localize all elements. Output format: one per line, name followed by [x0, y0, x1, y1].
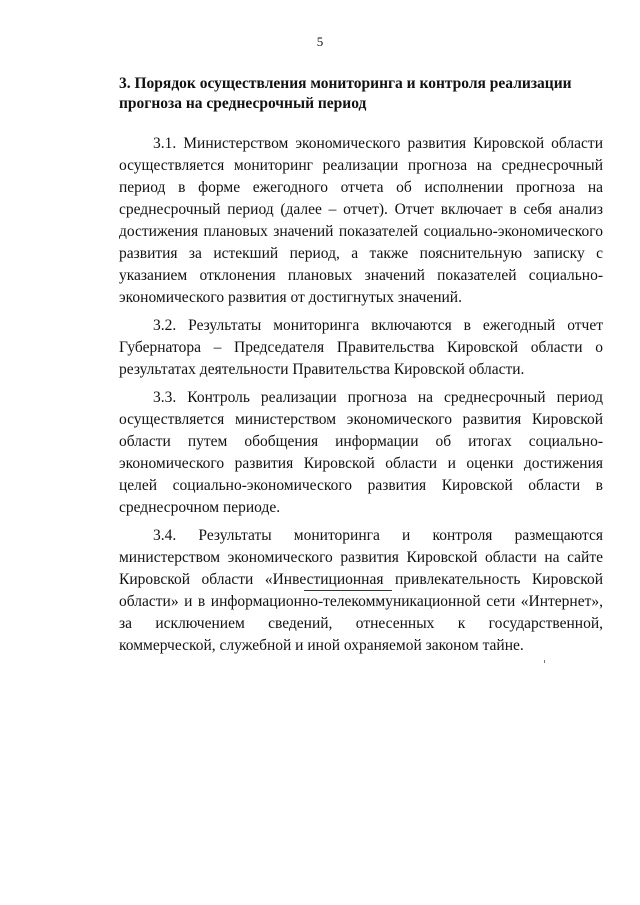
paragraph-3-3-text: 3.3. Контроль реализации прогноза на среднесрочный период осуществляется министерством экономического развития Кировской области путем обобщения информации об итогах социально-экономического развития Кировской области и оценки достижения целей социально-экономического развития Кировской области в среднесрочном периоде.	[119, 389, 603, 516]
scan-artifact-mark	[544, 660, 545, 663]
page-number: 5	[316, 34, 324, 49]
paragraph-3-4-text: 3.4. Результаты мониторинга и контроля размещаются министерством экономического развития Кировской области на сайте Кировской области «Инвестиционная привлекательность Кировской области» и в информационно-телекоммуникационной сети «Интернет», за исключением сведений, отнесенных к государственной, коммерческой, служебной и иной охраняемой законом тайне.	[119, 527, 603, 654]
paragraph-3-1	[119, 133, 603, 309]
paragraph-3-1-text: 3.1. Министерством экономического развития Кировской области осуществляется мониторинг реализации прогноза на среднесрочный период в форме ежегодного отчета об исполнении прогноза на среднесрочный период (далее – отчет). Отчет включает в себя анализ достижения плановых значений показателей социально-экономического развития за истекший период, а также пояснительную записку с указанием отклонения плановых значений показателей социально-экономического развития от достигнутых значений.	[119, 135, 603, 306]
paragraph-3-2	[119, 315, 603, 381]
paragraph-3-3	[119, 387, 603, 519]
document-body	[119, 74, 603, 663]
paragraph-3-4	[119, 525, 603, 657]
paragraph-3-2-text: 3.2. Результаты мониторинга включаются в ежегодный отчет Губернатора – Председателя Правительства Кировской области о результатах деятельности Правительства Кировской области.	[119, 317, 603, 378]
section-title: 3. Порядок осуществления мониторинга и контроля реализации прогноза на среднесрочный период	[119, 75, 572, 112]
end-separator-line	[304, 590, 392, 591]
